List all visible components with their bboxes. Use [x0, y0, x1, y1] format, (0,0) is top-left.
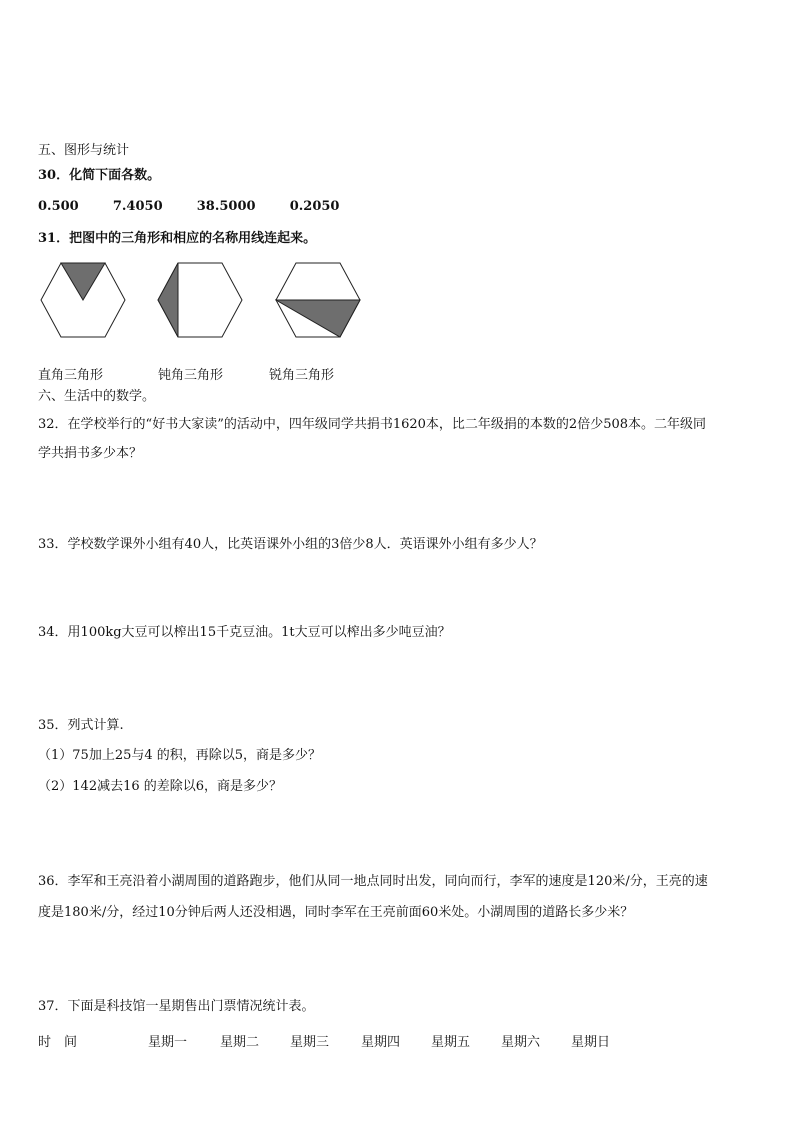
obtuse-triangle-shape [158, 263, 178, 337]
label-obtuse-triangle: 钝角三角形 [158, 368, 224, 383]
label-acute-triangle: 锐角三角形 [269, 368, 335, 383]
question-36-line-2: 度是180米/分，经过10分钟后两人还没相遇，同时李军在王亮前面60米处。小湖周围的道路长多少米？ [38, 905, 634, 920]
question-34: 34．用100kg大豆可以榨出15千克豆油。1t大豆可以榨出多少吨豆油？ [38, 625, 451, 640]
header-friday: 星期五 [431, 1035, 471, 1050]
question-32-line-1: 32．在学校举行的“好书大家读”的活动中，四年级同学共捐书1620本，比二年级捐的本数的2倍少508本。二年级同 [38, 417, 707, 432]
header-saturday: 星期六 [501, 1035, 541, 1050]
triangle-name-labels [0, 364, 794, 382]
question-35-part-1: （1）75加上25与4 的积，再除以5，商是多少？ [38, 748, 322, 763]
hexagon-figure-3 [275, 262, 361, 338]
question-35: 35．列式计算. [38, 718, 124, 733]
question-37: 37．下面是科技馆一星期售出门票情况统计表。 [38, 999, 315, 1014]
number-4: 0.2050 [289, 199, 340, 214]
number-2: 7.4050 [112, 199, 163, 214]
number-3: 38.5000 [196, 199, 256, 214]
acute-triangle-shape [276, 300, 360, 337]
question-32-line-2: 学共捐书多少本？ [38, 446, 143, 461]
number-1: 0.500 [38, 199, 79, 214]
ticket-table-header [38, 1031, 758, 1049]
header-tuesday: 星期二 [220, 1035, 260, 1050]
question-31: 31．把图中的三角形和相应的名称用线连起来。 [38, 231, 317, 246]
label-right-triangle: 直角三角形 [38, 368, 104, 383]
section-six-heading: 六、生活中的数学。 [38, 389, 156, 404]
question-36-line-1: 36．李军和王亮沿着小湖周围的道路跑步，他们从同一地点同时出发，同向而行，李军的速度是120米/分，王亮的速 [38, 874, 708, 889]
question-30-numbers [38, 199, 369, 215]
question-35-part-2: （2）142减去16 的差除以6，商是多少？ [38, 779, 283, 794]
header-monday: 星期一 [148, 1035, 188, 1050]
hexagon-figure-2 [157, 262, 243, 338]
question-33: 33．学校数学课外小组有40人，比英语课外小组的3倍少8人．英语课外小组有多少人？ [38, 537, 543, 552]
header-sunday: 星期日 [571, 1035, 611, 1050]
right-triangle-shape [61, 263, 105, 300]
header-time: 时 间 [38, 1035, 78, 1050]
header-thursday: 星期四 [361, 1035, 401, 1050]
section-five-heading: 五、图形与统计 [38, 143, 130, 158]
hexagon-figure-1 [40, 262, 126, 338]
question-30: 30．化简下面各数。 [38, 168, 161, 183]
header-wednesday: 星期三 [290, 1035, 330, 1050]
